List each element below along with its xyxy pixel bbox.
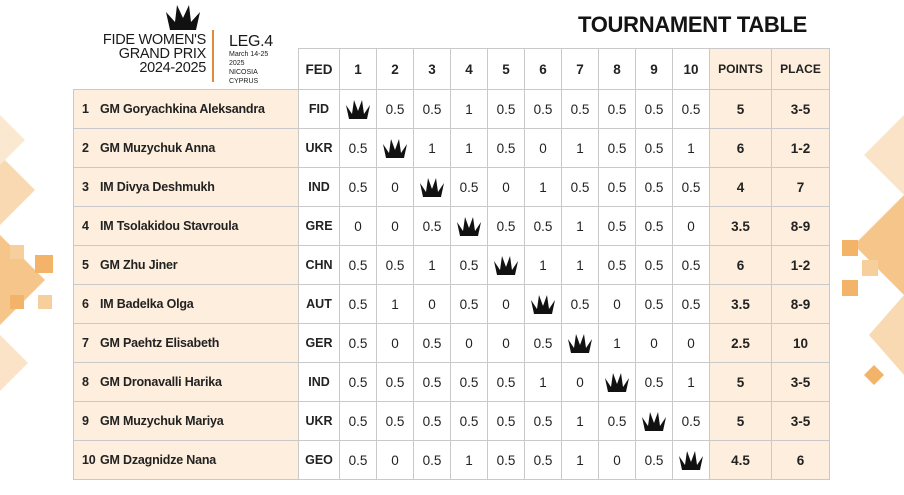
result-cell: 0: [377, 207, 414, 246]
result-cell: 0.5: [377, 90, 414, 129]
result-cell: 0: [451, 324, 488, 363]
result-cell: 0.5: [673, 285, 710, 324]
header-round: 4: [451, 49, 488, 90]
table-header-row: [74, 49, 830, 90]
header-place: PLACE: [772, 49, 830, 90]
brand-line: FIDE WOMEN'S: [102, 32, 206, 48]
result-cell: 1: [562, 207, 599, 246]
player-points: 5: [710, 90, 772, 129]
crown-icon: [451, 207, 488, 246]
result-cell: 0.5: [636, 285, 673, 324]
result-cell: 0: [488, 285, 525, 324]
player-place: 7: [772, 168, 830, 207]
result-cell: 0.5: [599, 90, 636, 129]
header-spacer: [74, 46, 299, 90]
result-cell: 0.5: [673, 90, 710, 129]
result-cell: 0: [414, 285, 451, 324]
header-round: 5: [488, 49, 525, 90]
player-rank: 5: [82, 258, 89, 272]
result-cell: 1: [673, 129, 710, 168]
result-cell: 0.5: [599, 129, 636, 168]
player-place: 3-5: [772, 402, 830, 441]
player-place: 10: [772, 324, 830, 363]
result-cell: 0.5: [377, 246, 414, 285]
result-cell: 0.5: [525, 324, 562, 363]
player-federation: AUT: [299, 285, 340, 324]
result-cell: 0.5: [599, 207, 636, 246]
result-cell: 0.5: [414, 90, 451, 129]
player-points: 6: [710, 246, 772, 285]
crown-icon: [673, 441, 710, 480]
result-cell: 0.5: [488, 363, 525, 402]
player-points: 5: [710, 363, 772, 402]
result-cell: 0.5: [340, 402, 377, 441]
player-cell: [74, 285, 299, 324]
result-cell: 0.5: [340, 285, 377, 324]
result-cell: 0.5: [636, 363, 673, 402]
crown-icon: [599, 363, 636, 402]
result-cell: 0.5: [525, 207, 562, 246]
player-points: 5: [710, 402, 772, 441]
result-cell: 0.5: [451, 246, 488, 285]
player-place: 3-5: [772, 90, 830, 129]
result-cell: 0.5: [636, 168, 673, 207]
header-round: 8: [599, 49, 636, 90]
result-cell: 1: [673, 363, 710, 402]
result-cell: 0: [636, 324, 673, 363]
result-cell: 0: [599, 285, 636, 324]
header-round: 10: [673, 49, 710, 90]
result-cell: 0.5: [673, 168, 710, 207]
player-name: IM Divya Deshmukh: [100, 180, 215, 194]
right-ornament: [824, 95, 904, 425]
result-cell: 0.5: [599, 402, 636, 441]
page-title: TOURNAMENT TABLE: [578, 12, 808, 37]
result-cell: 1: [451, 441, 488, 480]
player-rank: 4: [82, 219, 89, 233]
result-cell: 0.5: [414, 441, 451, 480]
player-rank: 2: [82, 141, 89, 155]
table-row: [74, 324, 830, 363]
result-cell: 0: [562, 363, 599, 402]
player-federation: CHN: [299, 246, 340, 285]
player-cell: [74, 90, 299, 129]
player-points: 2.5: [710, 324, 772, 363]
result-cell: 0.5: [636, 129, 673, 168]
player-rank: 3: [82, 180, 89, 194]
player-rank: 9: [82, 414, 89, 428]
header-points: POINTS: [710, 49, 772, 90]
header-round: 7: [562, 49, 599, 90]
brand-line: 2024-2025: [139, 60, 206, 76]
result-cell: 0: [525, 129, 562, 168]
header-round: 1: [340, 49, 377, 90]
player-name: GM Zhu Jiner: [100, 258, 178, 272]
result-cell: 0: [377, 441, 414, 480]
leg-country: CYPRUS: [229, 78, 259, 85]
player-name: GM Muzychuk Anna: [100, 141, 216, 155]
table-row: [74, 129, 830, 168]
result-cell: 0.5: [451, 402, 488, 441]
result-cell: 1: [525, 363, 562, 402]
player-points: 4: [710, 168, 772, 207]
table-row: [74, 168, 830, 207]
player-federation: GRE: [299, 207, 340, 246]
result-cell: 0.5: [377, 363, 414, 402]
player-cell: [74, 129, 299, 168]
player-points: 3.5: [710, 207, 772, 246]
result-cell: 0: [377, 324, 414, 363]
leg-city: NICOSIA: [229, 69, 258, 76]
crown-logo-icon: [163, 2, 203, 32]
result-cell: 0.5: [599, 168, 636, 207]
result-cell: 0.5: [414, 402, 451, 441]
player-name: GM Dzagnidze Nana: [100, 453, 217, 467]
result-cell: 1: [525, 168, 562, 207]
player-points: 3.5: [710, 285, 772, 324]
crown-icon: [525, 285, 562, 324]
header-round: 2: [377, 49, 414, 90]
result-cell: 1: [414, 246, 451, 285]
player-place: 3-5: [772, 363, 830, 402]
player-federation: IND: [299, 168, 340, 207]
brand-line: GRAND PRIX: [118, 46, 206, 62]
result-cell: 0.5: [414, 363, 451, 402]
table-row: [74, 246, 830, 285]
result-cell: 1: [451, 90, 488, 129]
player-name: GM Dronavalli Harika: [100, 375, 222, 389]
leg-title: LEG.4: [229, 33, 273, 50]
result-cell: 0: [488, 168, 525, 207]
result-cell: 1: [562, 246, 599, 285]
player-rank: 8: [82, 375, 89, 389]
result-cell: 0.5: [673, 402, 710, 441]
result-cell: 0.5: [636, 90, 673, 129]
result-cell: 0: [673, 207, 710, 246]
result-cell: 0.5: [414, 324, 451, 363]
result-cell: 1: [562, 441, 599, 480]
result-cell: 0.5: [488, 207, 525, 246]
player-federation: IND: [299, 363, 340, 402]
result-cell: 0.5: [340, 441, 377, 480]
player-place: 6: [772, 441, 830, 480]
player-rank: 1: [82, 102, 89, 116]
result-cell: 0.5: [525, 90, 562, 129]
result-cell: 0.5: [636, 207, 673, 246]
result-cell: 0.5: [636, 441, 673, 480]
player-cell: [74, 441, 299, 480]
result-cell: 0.5: [525, 441, 562, 480]
player-name: GM Muzychuk Mariya: [100, 414, 224, 428]
player-name: IM Tsolakidou Stavroula: [100, 219, 239, 233]
header-fed: FED: [299, 49, 340, 90]
player-rank: 10: [82, 453, 96, 467]
player-rank: 6: [82, 297, 89, 311]
crown-icon: [340, 90, 377, 129]
player-cell: [74, 324, 299, 363]
player-federation: UKR: [299, 402, 340, 441]
result-cell: 0: [673, 324, 710, 363]
header-round: 6: [525, 49, 562, 90]
player-cell: [74, 207, 299, 246]
result-cell: 1: [562, 402, 599, 441]
table-row: [74, 441, 830, 480]
result-cell: 0.5: [340, 168, 377, 207]
player-cell: [74, 168, 299, 207]
player-federation: GEO: [299, 441, 340, 480]
table-row: [74, 285, 830, 324]
player-federation: FID: [299, 90, 340, 129]
result-cell: 0: [340, 207, 377, 246]
header-round: 3: [414, 49, 451, 90]
result-cell: 0: [488, 324, 525, 363]
result-cell: 0.5: [340, 363, 377, 402]
crown-icon: [377, 129, 414, 168]
player-name: GM Paehtz Elisabeth: [100, 336, 220, 350]
result-cell: 0.5: [488, 441, 525, 480]
result-cell: 1: [525, 246, 562, 285]
player-place: 1-2: [772, 246, 830, 285]
result-cell: 0.5: [525, 402, 562, 441]
leg-year: 2025: [229, 60, 245, 67]
result-cell: 0.5: [562, 90, 599, 129]
result-cell: 0.5: [636, 246, 673, 285]
player-place: 8-9: [772, 285, 830, 324]
result-cell: 0.5: [451, 285, 488, 324]
result-cell: 0.5: [377, 402, 414, 441]
table-row: [74, 402, 830, 441]
player-name: GM Goryachkina Aleksandra: [100, 102, 265, 116]
result-cell: 0.5: [340, 129, 377, 168]
player-points: 4.5: [710, 441, 772, 480]
result-cell: 0.5: [451, 363, 488, 402]
player-federation: GER: [299, 324, 340, 363]
result-cell: 1: [599, 324, 636, 363]
result-cell: 0: [377, 168, 414, 207]
result-cell: 0.5: [488, 129, 525, 168]
result-cell: 0.5: [562, 285, 599, 324]
table-row: [74, 90, 830, 129]
table-row: [74, 363, 830, 402]
result-cell: 1: [414, 129, 451, 168]
player-cell: [74, 363, 299, 402]
left-ornament: [0, 95, 70, 425]
tournament-table: [73, 48, 830, 480]
player-place: 8-9: [772, 207, 830, 246]
result-cell: 0.5: [451, 168, 488, 207]
result-cell: 0.5: [414, 207, 451, 246]
player-rank: 7: [82, 336, 89, 350]
crown-icon: [488, 246, 525, 285]
crown-icon: [636, 402, 673, 441]
result-cell: 0.5: [673, 246, 710, 285]
player-place: 1-2: [772, 129, 830, 168]
player-cell: [74, 402, 299, 441]
result-cell: 0.5: [488, 90, 525, 129]
crown-icon: [562, 324, 599, 363]
leg-date: March 14-25: [229, 51, 269, 58]
result-cell: 0.5: [340, 246, 377, 285]
result-cell: 1: [377, 285, 414, 324]
result-cell: 1: [562, 129, 599, 168]
crown-icon: [414, 168, 451, 207]
player-name: IM Badelka Olga: [100, 297, 194, 311]
result-cell: 0.5: [562, 168, 599, 207]
player-cell: [74, 246, 299, 285]
result-cell: 0: [599, 441, 636, 480]
result-cell: 1: [451, 129, 488, 168]
result-cell: 0.5: [599, 246, 636, 285]
header-round: 9: [636, 49, 673, 90]
result-cell: 0.5: [340, 324, 377, 363]
player-points: 6: [710, 129, 772, 168]
result-cell: 0.5: [488, 402, 525, 441]
player-federation: UKR: [299, 129, 340, 168]
table-row: [74, 207, 830, 246]
